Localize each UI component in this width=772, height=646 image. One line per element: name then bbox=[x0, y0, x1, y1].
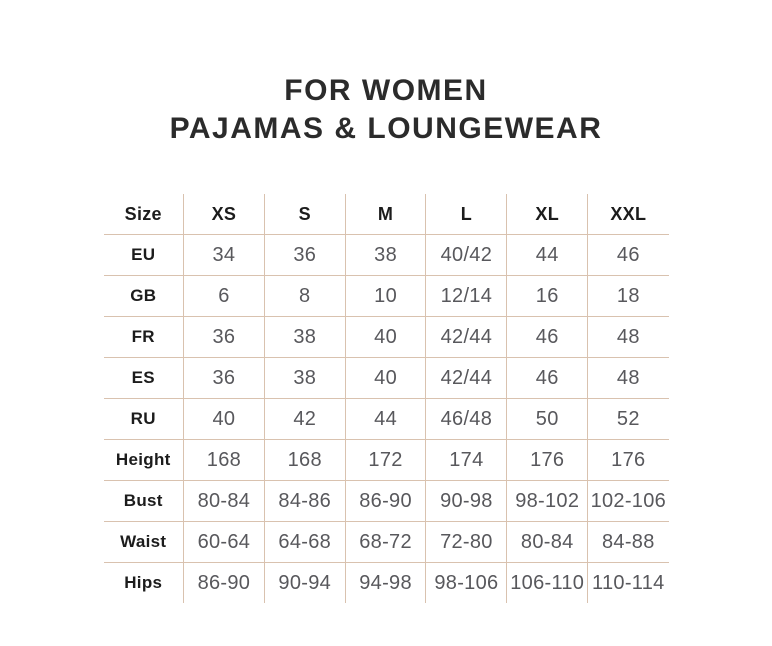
table-cell: 168 bbox=[184, 440, 265, 481]
title-line-1: FOR WOMEN bbox=[284, 74, 488, 107]
table-cell: 40 bbox=[345, 317, 426, 358]
table-row-bust bbox=[104, 481, 669, 522]
size-table-header bbox=[104, 194, 669, 235]
header-row bbox=[104, 194, 669, 235]
table-cell: 38 bbox=[345, 235, 426, 276]
table-cell: 40/42 bbox=[426, 235, 507, 276]
row-label: FR bbox=[104, 317, 184, 358]
table-cell: 36 bbox=[184, 317, 265, 358]
size-column-header: Size bbox=[104, 194, 184, 235]
table-cell: 60-64 bbox=[184, 522, 265, 563]
table-cell: 90-98 bbox=[426, 481, 507, 522]
table-cell: 86-90 bbox=[184, 563, 265, 604]
row-label: GB bbox=[104, 276, 184, 317]
table-cell: 90-94 bbox=[264, 563, 345, 604]
table-cell: 36 bbox=[264, 235, 345, 276]
title-line-2: PAJAMAS & LOUNGEWEAR bbox=[169, 112, 603, 145]
table-cell: 8 bbox=[264, 276, 345, 317]
row-label: Height bbox=[104, 440, 184, 481]
row-label: Bust bbox=[104, 481, 184, 522]
table-cell: 42/44 bbox=[426, 358, 507, 399]
table-row-es bbox=[104, 358, 669, 399]
row-label: ES bbox=[104, 358, 184, 399]
table-row-waist bbox=[104, 522, 669, 563]
table-cell: 176 bbox=[588, 440, 669, 481]
table-cell: 42 bbox=[264, 399, 345, 440]
table-cell: 18 bbox=[588, 276, 669, 317]
table-cell: 68-72 bbox=[345, 522, 426, 563]
page-title bbox=[0, 72, 772, 148]
table-cell: 16 bbox=[507, 276, 588, 317]
table-cell: 72-80 bbox=[426, 522, 507, 563]
table-cell: 46 bbox=[588, 235, 669, 276]
table-cell: 98-102 bbox=[507, 481, 588, 522]
table-cell: 46 bbox=[507, 358, 588, 399]
table-cell: 6 bbox=[184, 276, 265, 317]
table-cell: 52 bbox=[588, 399, 669, 440]
table-cell: 174 bbox=[426, 440, 507, 481]
column-header-l: L bbox=[426, 194, 507, 235]
table-cell: 40 bbox=[345, 358, 426, 399]
table-cell: 44 bbox=[345, 399, 426, 440]
table-cell: 42/44 bbox=[426, 317, 507, 358]
table-cell: 38 bbox=[264, 358, 345, 399]
table-cell: 106-110 bbox=[507, 563, 588, 604]
table-cell: 50 bbox=[507, 399, 588, 440]
table-cell: 168 bbox=[264, 440, 345, 481]
table-cell: 48 bbox=[588, 317, 669, 358]
table-cell: 48 bbox=[588, 358, 669, 399]
row-label: EU bbox=[104, 235, 184, 276]
table-cell: 46/48 bbox=[426, 399, 507, 440]
column-header-s: S bbox=[264, 194, 345, 235]
table-row-gb bbox=[104, 276, 669, 317]
table-cell: 36 bbox=[184, 358, 265, 399]
table-cell: 176 bbox=[507, 440, 588, 481]
size-table-body bbox=[104, 235, 669, 604]
table-cell: 84-88 bbox=[588, 522, 669, 563]
table-cell: 10 bbox=[345, 276, 426, 317]
table-cell: 172 bbox=[345, 440, 426, 481]
row-label: RU bbox=[104, 399, 184, 440]
size-table bbox=[104, 194, 669, 603]
table-row-ru bbox=[104, 399, 669, 440]
table-cell: 80-84 bbox=[507, 522, 588, 563]
row-label: Waist bbox=[104, 522, 184, 563]
table-row-hips bbox=[104, 563, 669, 604]
table-cell: 94-98 bbox=[345, 563, 426, 604]
table-cell: 44 bbox=[507, 235, 588, 276]
table-cell: 64-68 bbox=[264, 522, 345, 563]
table-cell: 46 bbox=[507, 317, 588, 358]
column-header-xs: XS bbox=[184, 194, 265, 235]
table-cell: 84-86 bbox=[264, 481, 345, 522]
column-header-m: M bbox=[345, 194, 426, 235]
table-row-fr bbox=[104, 317, 669, 358]
table-cell: 86-90 bbox=[345, 481, 426, 522]
row-label: Hips bbox=[104, 563, 184, 604]
table-cell: 80-84 bbox=[184, 481, 265, 522]
table-cell: 102-106 bbox=[588, 481, 669, 522]
column-header-xxl: XXL bbox=[588, 194, 669, 235]
column-header-xl: XL bbox=[507, 194, 588, 235]
table-row-height bbox=[104, 440, 669, 481]
table-cell: 98-106 bbox=[426, 563, 507, 604]
table-cell: 38 bbox=[264, 317, 345, 358]
table-cell: 34 bbox=[184, 235, 265, 276]
table-cell: 110-114 bbox=[588, 563, 669, 604]
table-row-eu bbox=[104, 235, 669, 276]
table-cell: 12/14 bbox=[426, 276, 507, 317]
table-cell: 40 bbox=[184, 399, 265, 440]
